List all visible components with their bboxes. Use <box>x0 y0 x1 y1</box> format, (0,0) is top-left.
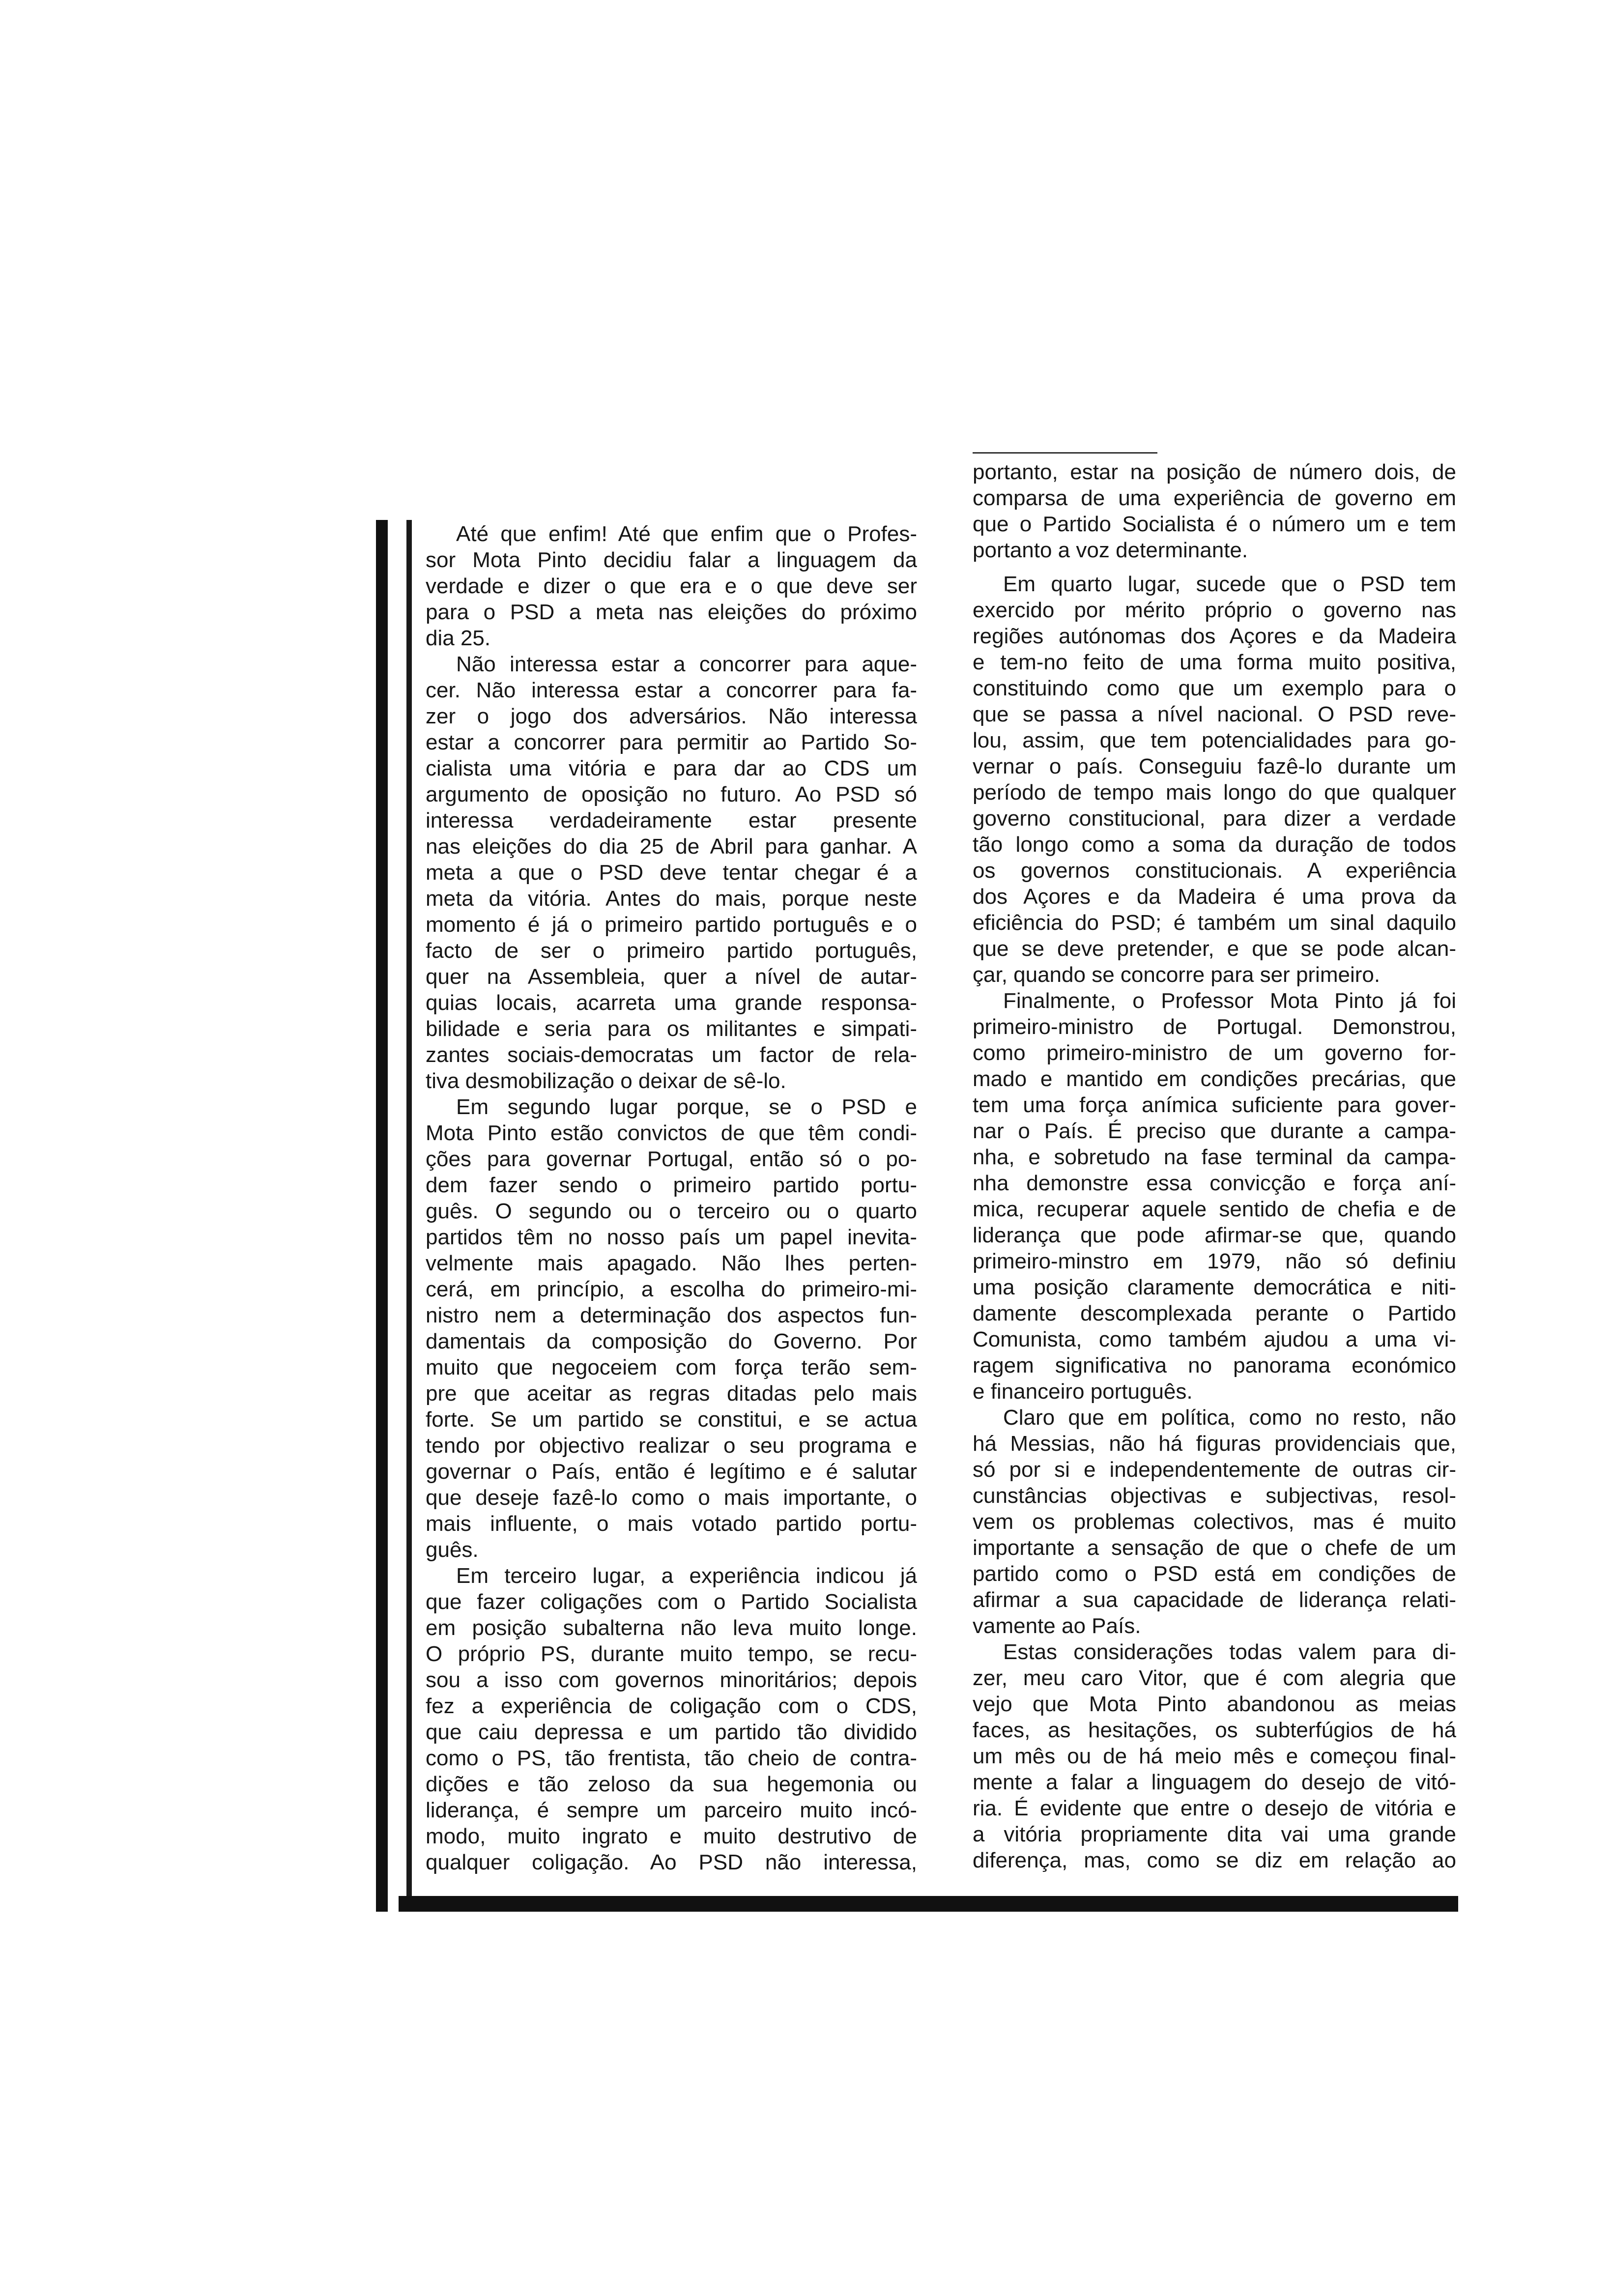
text-line: facto de ser o primeiro partido português, <box>426 939 917 963</box>
text-line: partidos têm no nosso país um papel inevita- <box>426 1225 917 1249</box>
paragraph <box>973 459 1456 563</box>
text-line: mente a falar a linguagem do desejo de vitó- <box>973 1770 1456 1794</box>
text-line: liderança que pode afirmar-se que, quando <box>973 1223 1456 1247</box>
text-line: faces, as hesitações, os subterfúgios de há <box>973 1718 1456 1742</box>
text-line: nar o País. É preciso que durante a campa- <box>973 1119 1456 1143</box>
left-border-thick-rule <box>376 520 388 1912</box>
text-line: vernar o país. Conseguiu fazê-lo durante um <box>973 754 1456 778</box>
text-line: afirmar a sua capacidade de liderança relati- <box>973 1588 1456 1612</box>
text-line: Estas considerações todas valem para di- <box>1003 1640 1456 1664</box>
text-line: dos Açores e da Madeira é uma prova da <box>973 885 1456 909</box>
paragraph <box>973 988 1456 1405</box>
text-line: zer o jogo dos adversários. Não interessa <box>426 704 917 728</box>
text-line: mais influente, o mais votado partido portu- <box>426 1512 917 1536</box>
text-line: em posição subalterna não leva muito longe. <box>426 1616 917 1640</box>
text-line: vejo que Mota Pinto abandonou as meias <box>973 1692 1456 1716</box>
text-line: cialista uma vitória e para dar ao CDS um <box>426 756 917 780</box>
text-line: nha, e sobretudo na fase terminal da campa- <box>973 1145 1456 1169</box>
text-line: Em terceiro lugar, a experiência indicou já <box>456 1564 917 1588</box>
text-line: mica, recuperar aquele sentido de chefia e de <box>973 1197 1456 1221</box>
text-line: fez a experiência de coligação com o CDS, <box>426 1694 917 1718</box>
text-line: primeiro-ministro de Portugal. Demonstrou, <box>973 1015 1456 1039</box>
text-line: modo, muito ingrato e muito destrutivo de <box>426 1824 917 1848</box>
text-line: sou a isso com governos minoritários; depois <box>426 1668 917 1692</box>
text-line: O próprio PS, durante muito tempo, se recu- <box>426 1642 917 1666</box>
paragraph <box>426 651 917 1094</box>
text-line: como primeiro-ministro de um governo for- <box>973 1041 1456 1065</box>
text-line: período de tempo mais longo do que qualquer <box>973 780 1456 804</box>
text-line: exercido por mérito próprio o governo nas <box>973 598 1456 622</box>
text-line: Comunista, como também ajudou a uma vi- <box>973 1327 1456 1351</box>
text-line: vem os problemas colectivos, mas é muito <box>973 1510 1456 1534</box>
text-line: guês. <box>426 1538 479 1562</box>
paragraph <box>973 571 1456 988</box>
text-line: Até que enfim! Até que enfim que o Profes- <box>456 522 917 546</box>
paragraph <box>426 1563 917 1875</box>
text-line: portanto a voz determinante. <box>973 538 1248 562</box>
text-line: eficiência do PSD; é também um sinal daquilo <box>973 911 1456 935</box>
text-line: partido como o PSD está em condições de <box>973 1562 1456 1586</box>
left-border-thin-rule <box>406 520 412 1912</box>
text-line: só por si e independentemente de outras cir- <box>973 1458 1456 1482</box>
text-line: dições e tão zeloso da sua hegemonia ou <box>426 1772 917 1796</box>
text-line: lou, assim, que tem potencialidades para go- <box>973 728 1456 752</box>
text-line: pre que aceitar as regras ditadas pelo mais <box>426 1381 917 1406</box>
bottom-border-rule <box>399 1896 1458 1912</box>
right-text-column <box>973 459 1456 1873</box>
text-line: estar a concorrer para permitir ao Partido So- <box>426 730 917 754</box>
text-line: verdade e dizer o que era e o que deve ser <box>426 574 917 598</box>
text-line: portanto, estar na posição de número dois, de <box>973 460 1456 484</box>
text-line: dem fazer sendo o primeiro partido portu- <box>426 1173 917 1197</box>
paragraph <box>973 1405 1456 1639</box>
text-line: Em quarto lugar, sucede que o PSD tem <box>1003 572 1456 596</box>
text-line: sor Mota Pinto decidiu falar a linguagem da <box>426 548 917 572</box>
text-line: há Messias, não há figuras providenciais que, <box>973 1432 1456 1456</box>
text-line: nas eleições do dia 25 de Abril para ganhar. A <box>426 834 917 859</box>
text-line: muito que negoceiem com força terão sem- <box>426 1355 917 1379</box>
text-line: argumento de oposição no futuro. Ao PSD só <box>426 782 917 806</box>
text-line: Claro que em política, como no resto, não <box>1003 1406 1456 1430</box>
paragraph <box>973 1639 1456 1873</box>
text-line: damente descomplexada perante o Partido <box>973 1301 1456 1325</box>
paragraph <box>426 521 917 651</box>
text-line: constituindo como que um exemplo para o <box>973 676 1456 700</box>
text-line: nistro nem a determinação dos aspectos fun- <box>426 1303 917 1327</box>
text-line: interessa verdadeiramente estar presente <box>426 808 917 832</box>
text-line: e tem-no feito de uma forma muito positiva, <box>973 650 1456 674</box>
paragraph <box>426 1094 917 1563</box>
text-line: dia 25. <box>426 626 491 650</box>
text-line: tiva desmobilização o deixar de sê-lo. <box>426 1069 786 1093</box>
text-line: tão longo como a soma da duração de todos <box>973 832 1456 857</box>
text-line: diferença, mas, como se diz em relação ao <box>973 1848 1456 1872</box>
text-line: a vitória propriamente dita vai uma grande <box>973 1822 1456 1846</box>
text-line: governar o País, então é legítimo e é salutar <box>426 1460 917 1484</box>
text-line: primeiro-minstro em 1979, não só definiu <box>973 1249 1456 1273</box>
text-line: çar, quando se concorre para ser primeiro. <box>973 963 1381 987</box>
text-line: ria. É evidente que entre o desejo de vitória e <box>973 1796 1456 1820</box>
column-top-rule <box>973 452 1157 454</box>
text-line: um mês ou de há meio mês e começou final- <box>973 1744 1456 1768</box>
text-line: cer. Não interessa estar a concorrer para fa- <box>426 678 917 702</box>
text-line: forte. Se um partido se constitui, e se actua <box>426 1407 917 1432</box>
text-line: que se passa a nível nacional. O PSD reve- <box>973 702 1456 726</box>
text-line: uma posição claramente democrática e niti- <box>973 1275 1456 1299</box>
text-line: Não interessa estar a concorrer para aque- <box>456 652 917 676</box>
text-line: Mota Pinto estão convictos de que têm condi- <box>426 1121 917 1145</box>
text-line: zer, meu caro Vitor, que é com alegria que <box>973 1666 1456 1690</box>
text-line: que fazer coligações com o Partido Socialista <box>426 1590 917 1614</box>
text-line: governo constitucional, para dizer a verdade <box>973 806 1456 831</box>
text-line: zantes sociais-democratas um factor de rela- <box>426 1043 917 1067</box>
text-line: Em segundo lugar porque, se o PSD e <box>456 1095 917 1119</box>
text-line: ragem significativa no panorama económico <box>973 1353 1456 1378</box>
text-line: que se deve pretender, e que se pode alcan- <box>973 937 1456 961</box>
text-line: tem uma força anímica suficiente para gover- <box>973 1093 1456 1117</box>
text-line: bilidade e seria para os militantes e simpati- <box>426 1017 917 1041</box>
text-line: vamente ao País. <box>973 1614 1141 1638</box>
text-line: liderança, é sempre um parceiro muito incó- <box>426 1798 917 1822</box>
text-line: para o PSD a meta nas eleições do próximo <box>426 600 917 624</box>
text-line: e financeiro português. <box>973 1379 1193 1404</box>
text-line: que deseje fazê-lo como o mais importante, o <box>426 1486 917 1510</box>
text-line: meta a que o PSD deve tentar chegar é a <box>426 861 917 885</box>
text-line: cunstâncias objectivas e subjectivas, resol- <box>973 1484 1456 1508</box>
text-line: quias locais, acarreta uma grande responsa- <box>426 991 917 1015</box>
text-line: damentais da composição do Governo. Por <box>426 1329 917 1353</box>
text-line: guês. O segundo ou o terceiro ou o quarto <box>426 1199 917 1223</box>
text-line: mado e mantido em condições precárias, que <box>973 1067 1456 1091</box>
text-line: momento é já o primeiro partido português e o <box>426 913 917 937</box>
text-line: nha demonstre essa convicção e força aní- <box>973 1171 1456 1195</box>
text-line: os governos constitucionais. A experiência <box>973 859 1456 883</box>
text-line: meta da vitória. Antes do mais, porque neste <box>426 887 917 911</box>
text-line: cerá, em princípio, a escolha do primeiro-mi- <box>426 1277 917 1301</box>
text-line: velmente mais apagado. Não lhes perten- <box>426 1251 917 1275</box>
text-line: tendo por objectivo realizar o seu programa e <box>426 1434 917 1458</box>
text-line: que caiu depressa e um partido tão dividido <box>426 1720 917 1744</box>
text-line: ções para governar Portugal, então só o po- <box>426 1147 917 1171</box>
left-text-column <box>426 521 917 1875</box>
text-line: Finalmente, o Professor Mota Pinto já foi <box>1003 989 1456 1013</box>
text-line: regiões autónomas dos Açores e da Madeira <box>973 624 1456 648</box>
text-line: comparsa de uma experiência de governo em <box>973 486 1456 510</box>
text-line: como o PS, tão frentista, tão cheio de contra- <box>426 1746 917 1770</box>
text-line: quer na Assembleia, quer a nível de autar- <box>426 965 917 989</box>
text-line: importante a sensação de que o chefe de um <box>973 1536 1456 1560</box>
text-line: qualquer coligação. Ao PSD não interessa, <box>426 1850 917 1874</box>
text-line: que o Partido Socialista é o número um e tem <box>973 512 1456 536</box>
